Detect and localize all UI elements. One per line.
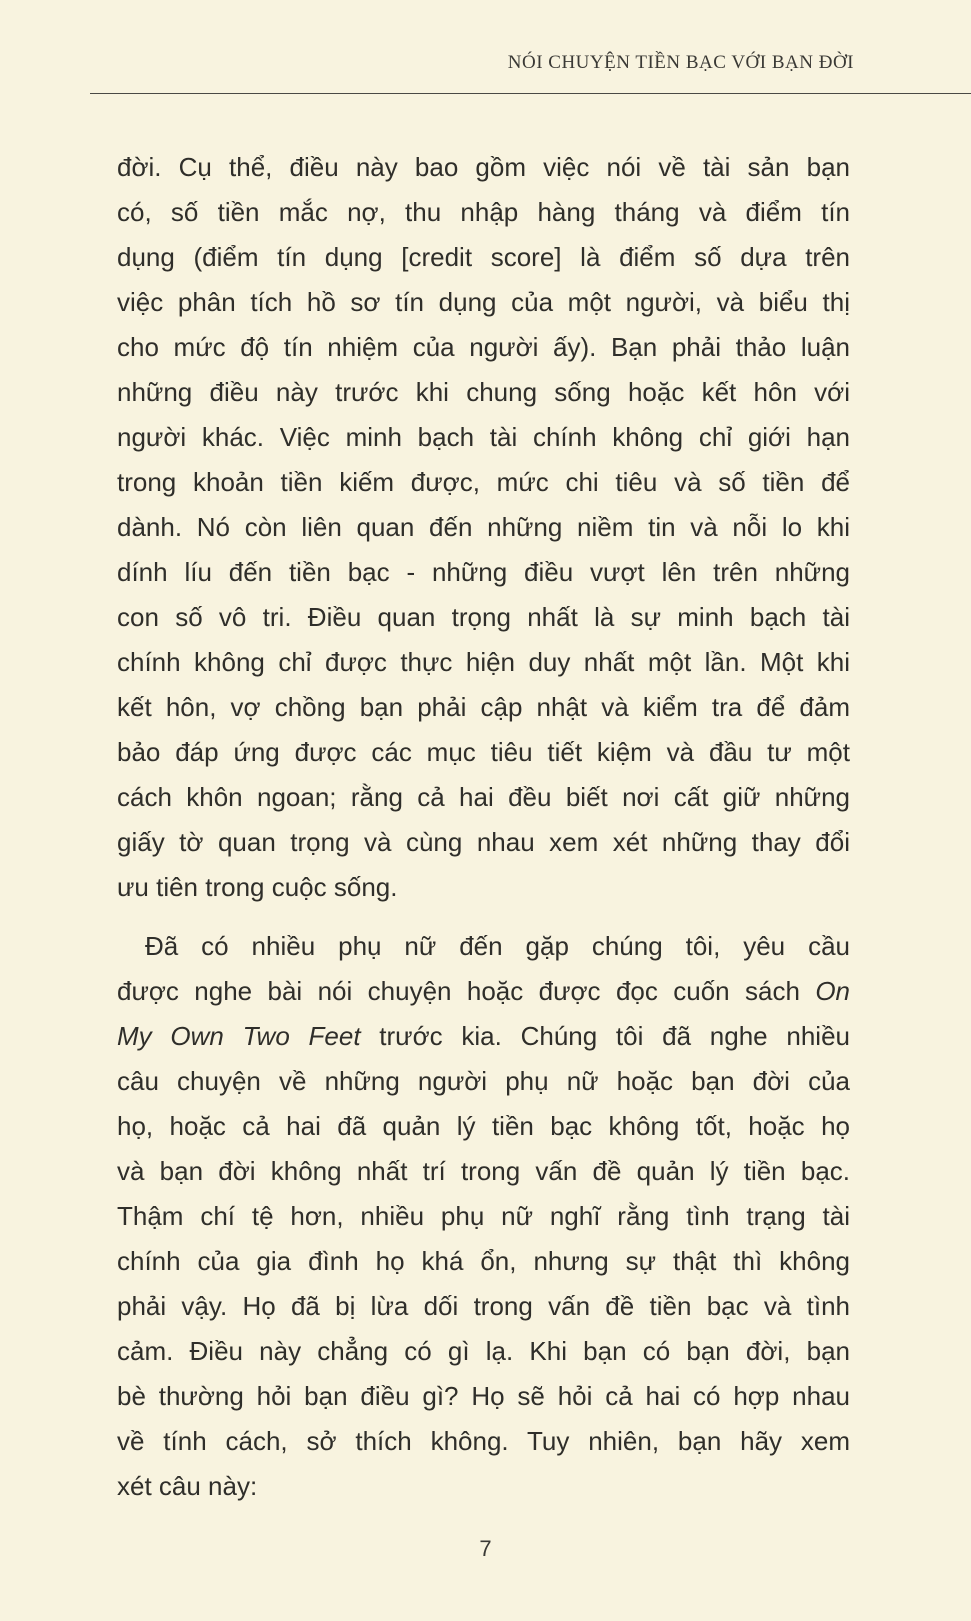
text-line: trong khoản tiền kiếm được, mức chi tiêu và số tiền để <box>117 467 850 497</box>
text-line: dính líu đến tiền bạc - những điều vượt lên trên những <box>117 557 850 587</box>
text-line: việc phân tích hồ sơ tín dụng của một người, và biểu thị <box>117 287 850 317</box>
text-line: chính của gia đình họ khá ổn, nhưng sự thật thì không <box>117 1246 850 1276</box>
text-line: những điều này trước khi chung sống hoặc kết hôn với <box>117 377 850 407</box>
book-title-part2: My Own Two Feet <box>117 1021 361 1051</box>
text-line: cảm. Điều này chẳng có gì lạ. Khi bạn có bạn đời, bạn <box>117 1336 850 1366</box>
book-title-part1: On <box>815 976 850 1006</box>
header-rule <box>90 93 971 94</box>
text-line-first: Đã có nhiều phụ nữ đến gặp chúng tôi, yêu cầu <box>145 931 850 961</box>
text-line: con số vô tri. Điều quan trọng nhất là sự minh bạch tài <box>117 602 850 632</box>
text-line: bè thường hỏi bạn điều gì? Họ sẽ hỏi cả hai có hợp nhau <box>117 1381 850 1411</box>
text-line: đời. Cụ thể, điều này bao gồm việc nói về tài sản bạn <box>117 152 850 182</box>
text-line: phải vậy. Họ đã bị lừa dối trong vấn đề tiền bạc và tình <box>117 1291 850 1321</box>
text-line <box>117 969 850 1014</box>
text-line: Thậm chí tệ hơn, nhiều phụ nữ nghĩ rằng tình trạng tài <box>117 1201 850 1231</box>
text-line-last: ưu tiên trong cuộc sống. <box>117 872 398 902</box>
text-line: dành. Nó còn liên quan đến những niềm tin và nỗi lo khi <box>117 512 850 542</box>
paragraph-1 <box>117 145 850 910</box>
text-run: được nghe bài nói chuyện hoặc được đọc cuốn sách <box>117 976 816 1006</box>
text-line: cho mức độ tín nhiệm của người ấy). Bạn phải thảo luận <box>117 332 850 362</box>
text-line <box>117 1014 850 1059</box>
body-text <box>117 145 850 1509</box>
text-line: có, số tiền mắc nợ, thu nhập hàng tháng và điểm tín <box>117 197 850 227</box>
paragraph-gap <box>117 910 850 924</box>
text-line: họ, hoặc cả hai đã quản lý tiền bạc không tốt, hoặc họ <box>117 1111 850 1141</box>
page-number: 7 <box>479 1536 492 1561</box>
text-line: chính không chỉ được thực hiện duy nhất một lần. Một khi <box>117 647 850 677</box>
text-run: trước kia. Chúng tôi đã nghe nhiều <box>360 1021 850 1051</box>
text-line: bảo đáp ứng được các mục tiêu tiết kiệm và đầu tư một <box>117 737 850 767</box>
text-line: và bạn đời không nhất trí trong vấn đề quản lý tiền bạc. <box>117 1156 850 1186</box>
text-line: về tính cách, sở thích không. Tuy nhiên, bạn hãy xem <box>117 1426 850 1456</box>
text-line: dụng (điểm tín dụng [credit score] là điểm số dựa trên <box>117 242 850 272</box>
text-line: câu chuyện về những người phụ nữ hoặc bạn đời của <box>117 1066 850 1096</box>
text-line: kết hôn, vợ chồng bạn phải cập nhật và kiểm tra để đảm <box>117 692 850 722</box>
text-line: giấy tờ quan trọng và cùng nhau xem xét những thay đổi <box>117 827 850 857</box>
running-header: NÓI CHUYỆN TIỀN BẠC VỚI BẠN ĐỜI <box>507 52 854 73</box>
text-line: cách khôn ngoan; rằng cả hai đều biết nơi cất giữ những <box>117 782 850 812</box>
paragraph-2 <box>117 924 850 1509</box>
text-line: người khác. Việc minh bạch tài chính không chỉ giới hạn <box>117 422 850 452</box>
text-line-last: xét câu này: <box>117 1471 258 1501</box>
